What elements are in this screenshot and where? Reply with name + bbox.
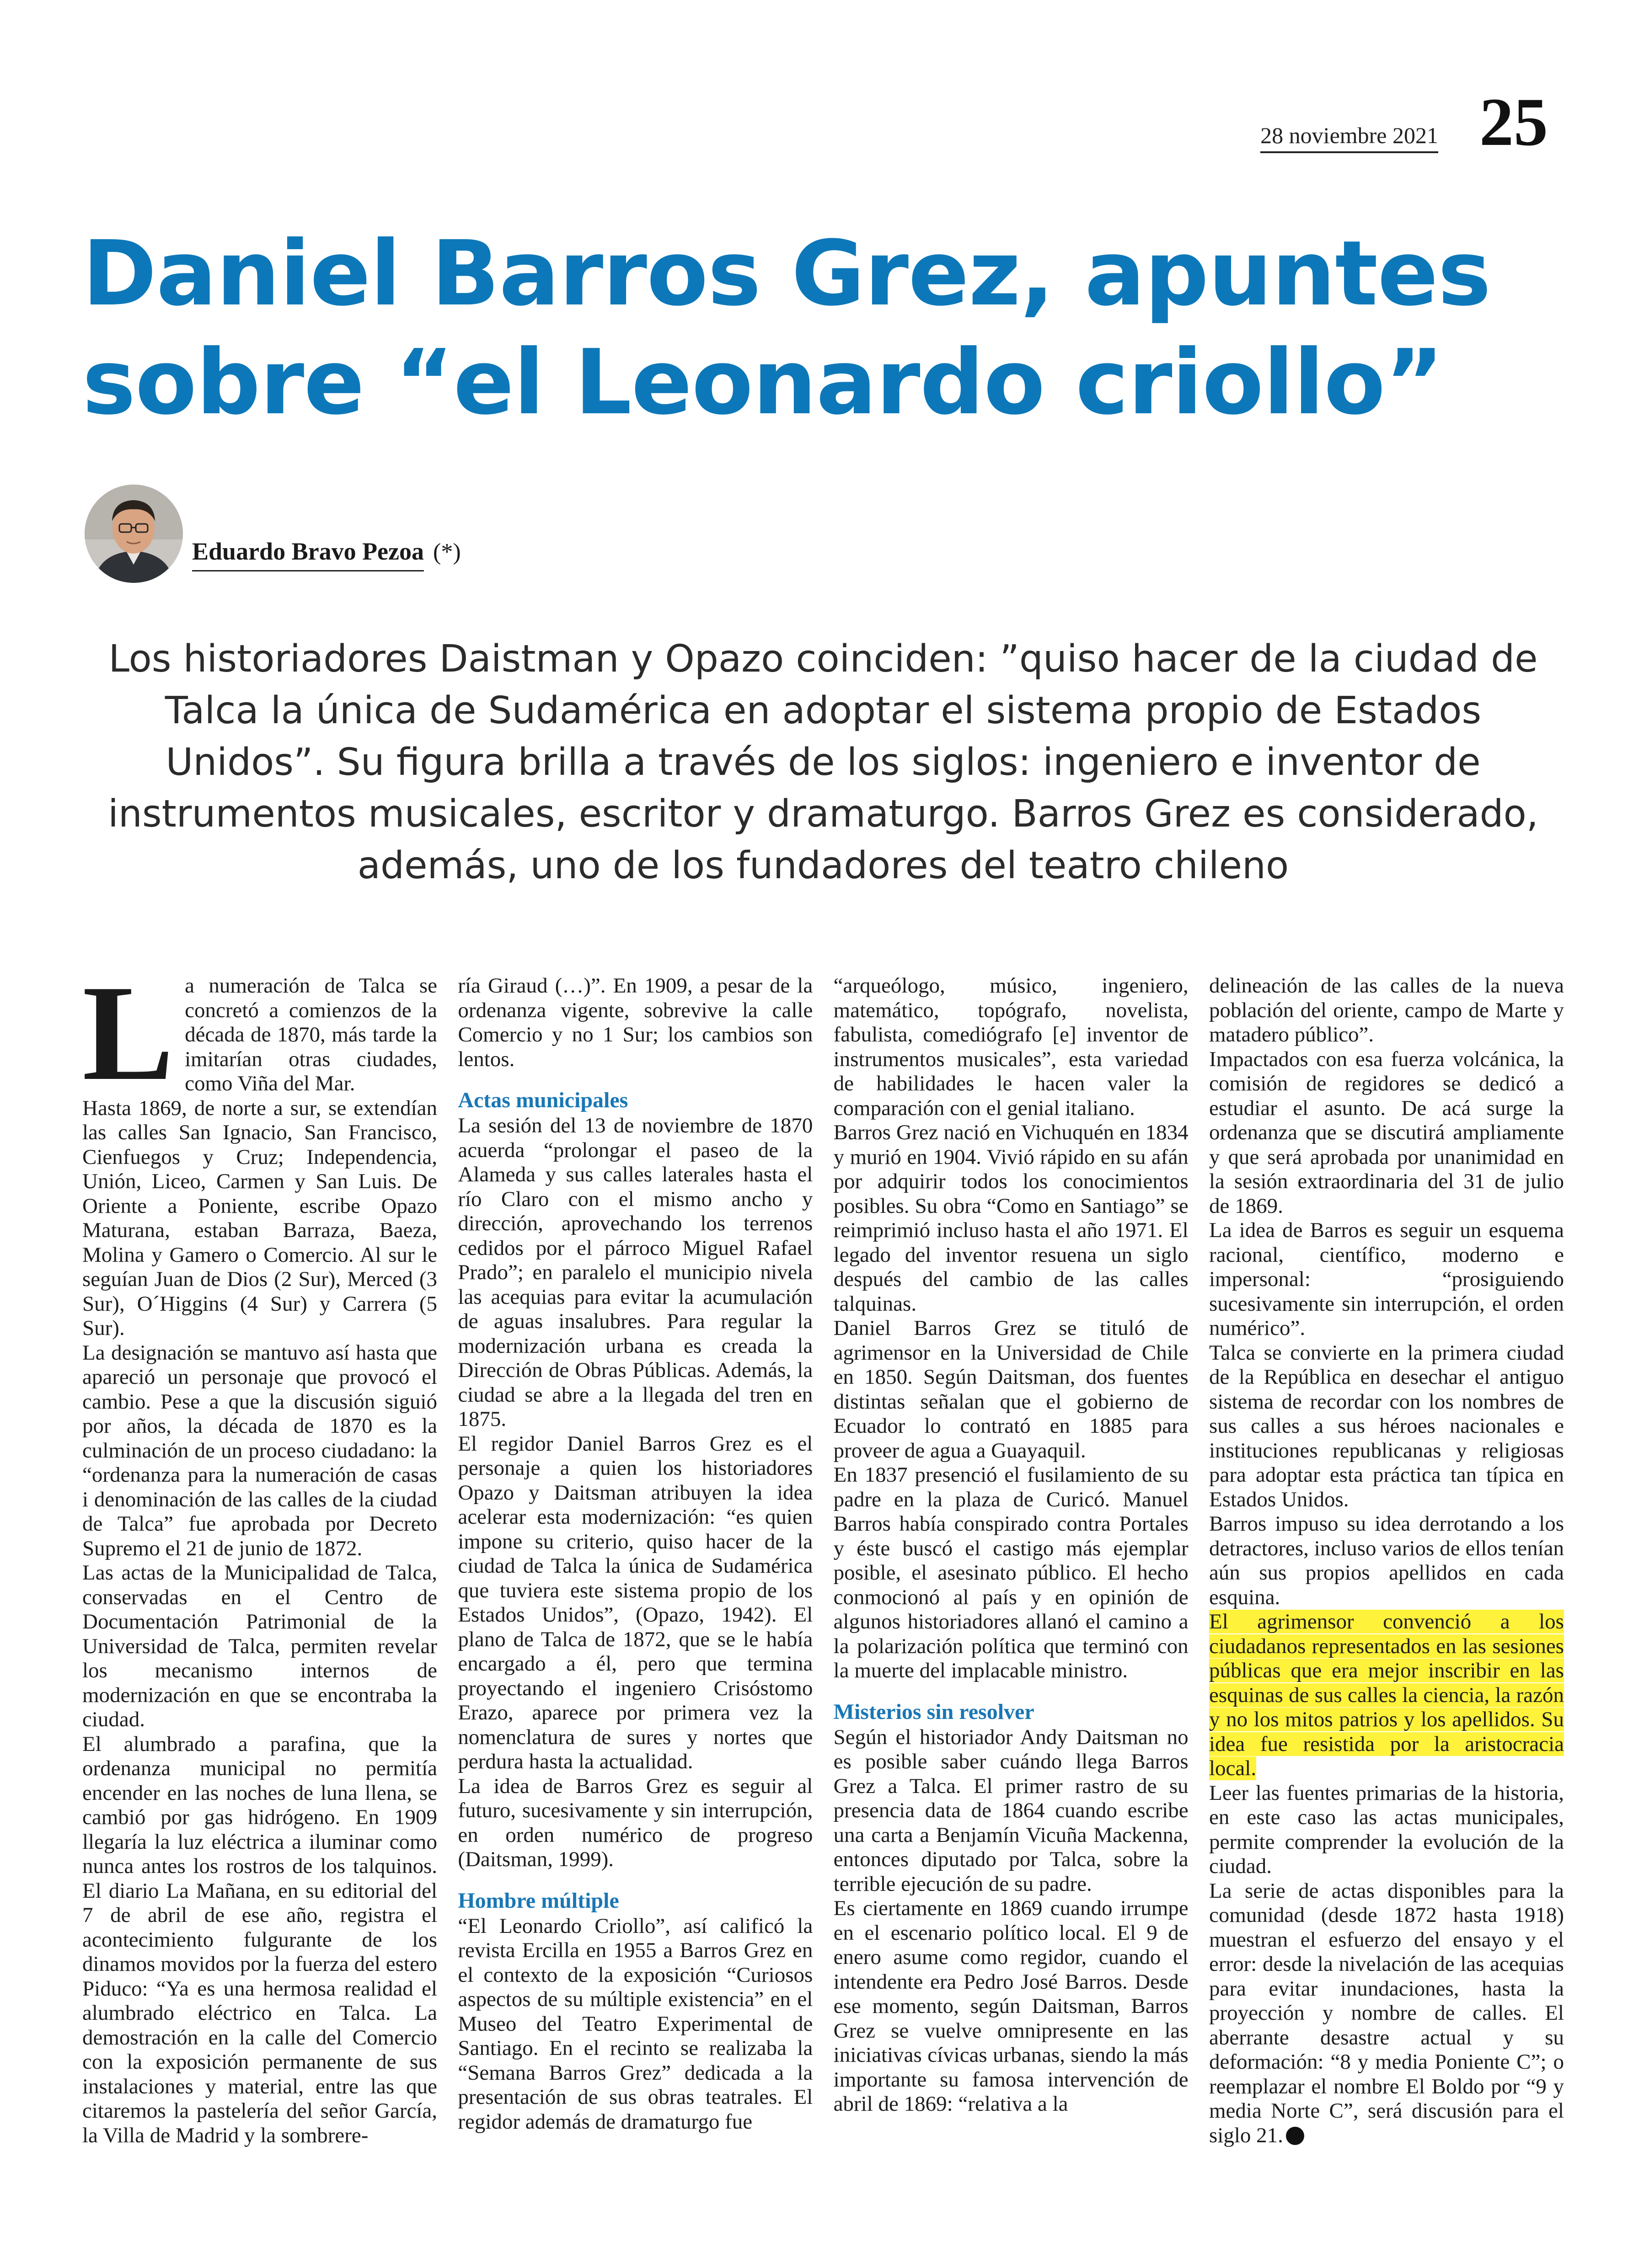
paragraph: “arqueólogo, músico, ingeniero, matemático, topógrafo, novelista, fabulista, comediógrafo [e] inventor de instrumentos musicales”, esta variedad de habilidades le hacen valer la comparación con el genial italiano. — [833, 974, 1189, 1120]
subheading-actas-municipales: Actas municipales — [458, 1088, 628, 1112]
paragraph: La sesión del 13 de noviembre de 1870 acuerda “prolongar el paseo de la Alameda y sus calles laterales hasta el río Claro con el mismo ancho y dirección, aprovechando los terrenos cedidos por el párroco Miguel Rafael Prado”; en paralelo el municipio nivela las acequias para evitar la acumulación de aguas insalubres. Para regular la modernización urbana es creada la Dirección de Obras Públicas. Además, la ciudad se abre a la llegada del tren en 1875. — [458, 1114, 813, 1431]
paragraph — [82, 957, 437, 1109]
author-portrait-icon — [85, 485, 183, 583]
paragraph: Es ciertamente en 1869 cuando irrumpe en el escenario político local. El 9 de enero asume como regidor, cuando el intendente era Pedro José Barros. Desde ese momento, según Daitsman, Barros Grez se vuelve omnipresente en las iniciativas cívicas urbanas, siendo la más importante su famosa intervención de abril de 1869: “relativa a la — [833, 1896, 1189, 2116]
paragraph: La designación se mantuvo así hasta que apareció un personaje que provocó el cambio. Pese a que la discusión siguió por años, la década de 1870 es la culminación de un proceso ciudadano: la “ordenanza para la numeración de casas i denominación de las calles de la ciudad de Talca” fue aprobada por Decreto Supremo el 21 de junio de 1872. — [82, 1340, 437, 1560]
column-4 — [1209, 974, 1564, 2148]
paragraph: La idea de Barros Grez es seguir al futuro, sucesivamente y sin interrupción, en orden numérico de progreso (Daitsman, 1999). — [458, 1774, 813, 1871]
highlighted-paragraph — [1209, 1610, 1564, 1781]
paragraph: En 1837 presenció el fusilamiento de su padre en la plaza de Curicó. Manuel Barros había conspirado contra Portales y éste buscó el castigo más ejemplar posible, el asesinato público. El hecho conmocionó al país y en opinión de algunos historiadores allanó el camino a la polarización política que terminó con la muerte del implacable ministro. — [833, 1463, 1189, 1682]
author-footnote-marker: (*) — [433, 539, 461, 565]
paragraph: La idea de Barros es seguir un esquema racional, científico, moderno e impersonal: “prosiguiendo sucesivamente sin interrupción, el orden numérico”. — [1209, 1218, 1564, 1340]
paragraph: Según el historiador Andy Daitsman no es posible saber cuándo llega Barros Grez a Talca. El primer rastro de su presencia data de 1864 cuando escribe una carta a Benjamín Vicuña Mackenna, entonces diputado por Talca, sobre la terrible ejecución de su padre. — [833, 1725, 1189, 1896]
paragraph: Hasta 1869, de norte a sur, se extendían las calles San Ignacio, San Francisco, Cienfuegos y Cruz; Independencia, Unión, Liceo, Carmen y San Luis. De Oriente a Poniente, escribe Opazo Maturana, estaban Barraza, Baeza, Molina y Gamero o Comercio. Al sur le seguían Juan de Dios (2 Sur), Merced (3 Sur), O´Higgins (4 Sur) y Carrera (5 Sur). — [82, 1096, 437, 1340]
author-photo — [85, 485, 183, 583]
paragraph: El regidor Daniel Barros Grez es el personaje a quien los historiadores Opazo y Daitsman atribuyen la idea acelerar esta modernización: “es quien impone su criterio, quiso hacer de la ciudad de Talca la única de Sudamérica que tuviera este sistema propio de los Estados Unidos”, (Opazo, 1942). El plano de Talca de 1872, que se le había encargado a él, pero que termina proyectando el ingeniero Crisóstomo Erazo, aparece por primera vez la nomenclatura de sures y nortes que perdura hasta la actualidad. — [458, 1431, 813, 1773]
paragraph-text: La serie de actas disponibles para la comunidad (desde 1872 hasta 1918) muestran el esfuerzo del ensayo y el error: desde la nivelación de las acequias para evitar inundaciones, hasta la proyección y nombre de calles. El aberrante desastre actual y su deformación: “8 y media Poniente C”; o reemplazar el nombre El Boldo por “9 y media Norte C”, será discusión para el siglo 21. — [1209, 1878, 1564, 2147]
paragraph: Barros impuso su idea derrotando a los detractores, incluso varios de ellos tenían aún sus propios apellidos en cada esquina. — [1209, 1512, 1564, 1609]
paragraph-text: a numeración de Talca se concretó a comienzos de la década de 1870, más tarde la imitarían otras ciudades, como Viña del Mar. — [185, 974, 437, 1095]
column-3 — [834, 974, 1189, 2148]
drop-cap: L — [82, 957, 174, 1109]
paragraph: Leer las fuentes primarias de la historia, en este caso las actas municipales, permite comprender la evolución de la ciudad. — [1209, 1781, 1564, 1878]
column-1 — [82, 957, 437, 2148]
masthead — [1260, 84, 1548, 160]
subheading-hombre-multiple: Hombre múltiple — [458, 1888, 619, 1913]
paragraph: delineación de las calles de la nueva población del oriente, campo de Marte y matadero público”. — [1209, 974, 1564, 1046]
paragraph: Las actas de la Municipalidad de Talca, conservadas en el Centro de Documentación Patrimonial de la Universidad de Talca, permiten revelar los mecanismo internos de modernización en que se encontraba la ciudad. — [82, 1561, 437, 1731]
column-2 — [458, 974, 813, 2148]
highlighted-text: El agrimensor convenció a los ciudadanos representados en las sesiones públicas que era mejor inscribir en las esquinas de sus calles la ciencia, la razón y no los mitos patrios y los apellidos. Su idea fue resistida por la aristocracia local. — [1209, 1610, 1564, 1780]
paragraph: Impactados con esa fuerza volcánica, la comisión de regidores se dedicó a estudiar el asunto. De acá surge la ordenanza que se discutirá ampliamente y que será aprobada por unanimidad en la sesión extraordinaria del 31 de julio de 1869. — [1209, 1047, 1564, 1218]
paragraph: El alumbrado a parafina, que la ordenanza municipal no permitía encender en las noches de luna llena, se cambió por gas hidrógeno. En 1909 llegaría la luz eléctrica a iluminar como nunca antes los rostros de los talquinos. El diario La Mañana, en su editorial del 7 de abril de ese año, registra el acontecimiento fulgurante de los dinamos movidos por la fuerza del estero Piduco: “Ya es una hermosa realidad el alumbrado eléctrico en Talca. La demostración en la calle del Comercio con la exposición permanente de sus instalaciones y material, entre las que citaremos la pastelería del señor García, la Villa de Madrid y la sombrere- — [82, 1732, 437, 2147]
paragraph: “El Leonardo Criollo”, así calificó la revista Ercilla en 1955 a Barros Grez en el contexto de la exposición “Curiosos aspectos de su múltiple existencia” en el Museo del Teatro Experimental de Santiago. En el recinto se realizaba la “Semana Barros Grez” dedicada a la presentación de sus obras teatrales. El regidor además de dramaturgo fue — [458, 1914, 813, 2134]
author-name: Eduardo Bravo Pezoa — [192, 537, 424, 571]
paragraph: Barros Grez nació en Vichuquén en 1834 y murió en 1904. Vivió rápido en su afán por adquirir todos los conocimientos posibles. Su obra “Como en Santiago” se reimprimió incluso hasta el año 1971. El legado del inventor resuena un siglo después del cambio de las calles talquinas. — [833, 1121, 1189, 1316]
end-of-article-icon — [1286, 2127, 1304, 2145]
paragraph: Talca se convierte en la primera ciudad de la República en desechar el antiguo sistema de recordar con los nombres de sus calles a sus héroes nacionales e instituciones republicanas y religiosas para adoptar esta práctica tan típica en Estados Unidos. — [1209, 1340, 1564, 1511]
paragraph: Daniel Barros Grez se tituló de agrimensor en la Universidad de Chile en 1850. Según Daitsman, dos fuentes distintas señalan que el gobierno de Ecuador lo contrató en 1885 para proveer de agua a Guayaquil. — [833, 1316, 1189, 1462]
article-body — [82, 957, 1564, 2148]
article-title: Daniel Barros Grez, apuntes sobre “el Leonardo criollo” — [82, 222, 1491, 435]
issue-date: 28 noviembre 2021 — [1260, 122, 1438, 153]
paragraph — [1209, 1879, 1564, 2148]
article-dek: Los historiadores Daistman y Opazo coinciden: ”quiso hacer de la ciudad de Talca la única de Sudamérica en adoptar el sistema propio de Estados Unidos”. Su figura brilla a través de los siglos: ingeniero e inventor de instrumentos musicales, escritor y dramaturgo. Barros Grez es considerado, además, uno de los fundadores del teatro chileno — [108, 637, 1538, 887]
byline — [85, 485, 461, 583]
page-number: 25 — [1479, 84, 1548, 160]
paragraph: ría Giraud (…)”. En 1909, a pesar de la ordenanza vigente, sobrevive la calle Comercio y no 1 Sur; los cambios son lentos. — [458, 974, 813, 1071]
subheading-misterios-sin-resolver: Misterios sin resolver — [833, 1699, 1034, 1724]
